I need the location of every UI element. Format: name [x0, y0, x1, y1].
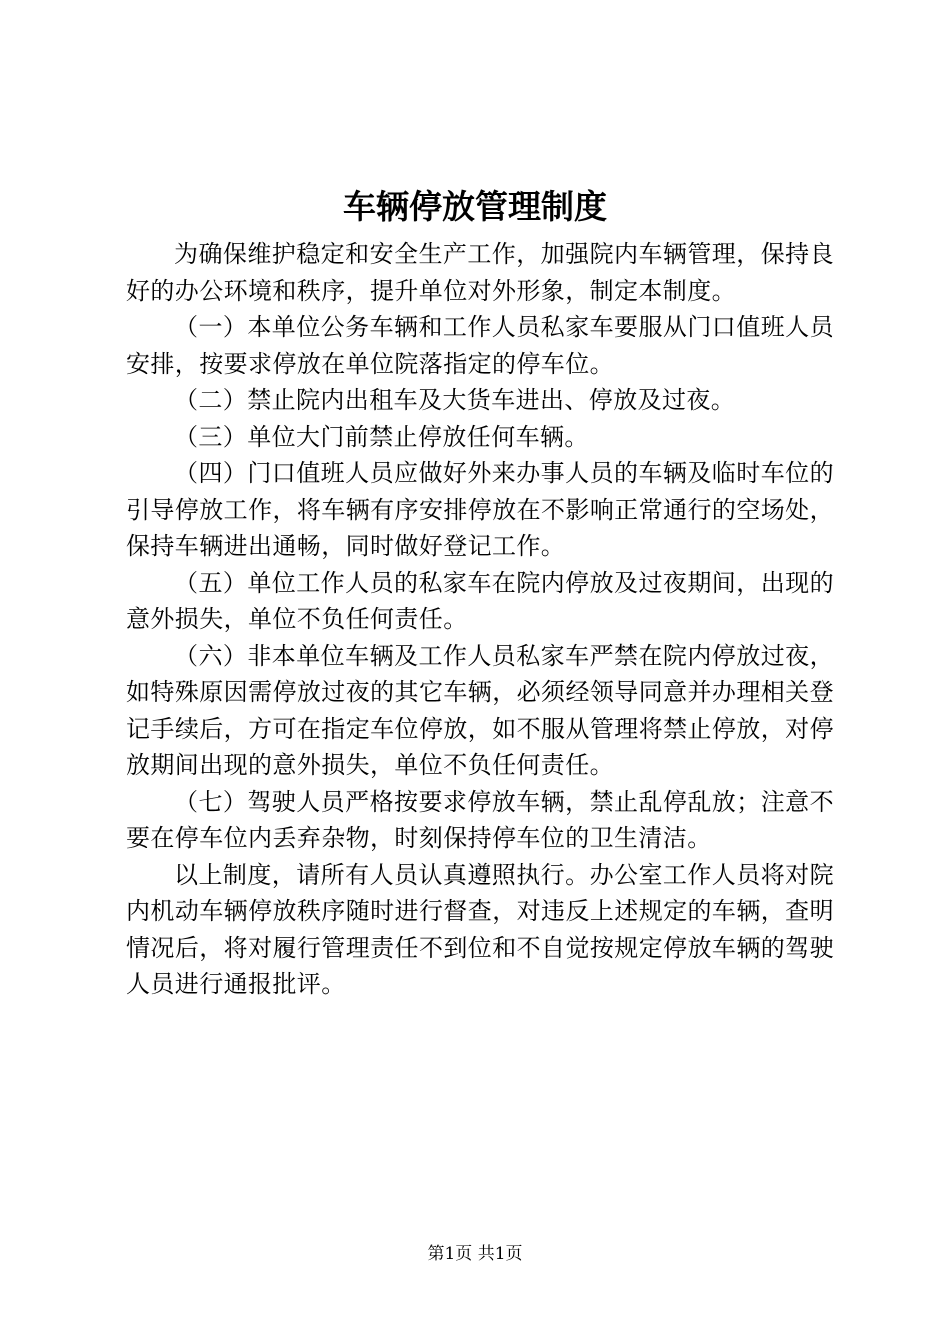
paragraph-rule-1: （一）本单位公务车辆和工作人员私家车要服从门口值班人员安排，按要求停放在单位院落指定的停车位。 — [126, 313, 834, 378]
paragraph-rule-7: （七）驾驶人员严格按要求停放车辆，禁止乱停乱放；注意不要在停车位内丢弃杂物，时刻保持停车位的卫生清洁。 — [126, 787, 834, 852]
paragraph-rule-4: （四）门口值班人员应做好外来办事人员的车辆及临时车位的引导停放工作，将车辆有序安排停放在不影响正常通行的空场处，保持车辆进出通畅，同时做好登记工作。 — [126, 459, 834, 560]
paragraph-closing: 以上制度，请所有人员认真遵照执行。办公室工作人员将对院内机动车辆停放秩序随时进行督查，对违反上述规定的车辆，查明情况后，将对履行管理责任不到位和不自觉按规定停放车辆的驾驶人员进行通报批评。 — [126, 860, 834, 998]
paragraph-rule-6: （六）非本单位车辆及工作人员私家车严禁在院内停放过夜，如特殊原因需停放过夜的其它车辆，必须经领导同意并办理相关登记手续后，方可在指定车位停放，如不服从管理将禁止停放，对停放期间出现的意外损失，单位不负任何责任。 — [126, 641, 834, 779]
paragraph-rule-2: （二）禁止院内出租车及大货车进出、停放及过夜。 — [174, 386, 736, 414]
document-title: 车辆停放管理制度 — [343, 187, 607, 226]
paragraph-rule-5: （五）单位工作人员的私家车在院内停放及过夜期间，出现的意外损失，单位不负任何责任。 — [126, 568, 834, 633]
page-footer: 第1页 共1页 — [427, 1244, 523, 1264]
paragraph-rule-3: （三）单位大门前禁止停放任何车辆。 — [174, 422, 589, 451]
document-body — [126, 236, 834, 1003]
paragraph-intro: 为确保维护稳定和安全生产工作，加强院内车辆管理，保持良好的办公环境和秩序，提升单位对外形象，制定本制度。 — [126, 240, 834, 305]
